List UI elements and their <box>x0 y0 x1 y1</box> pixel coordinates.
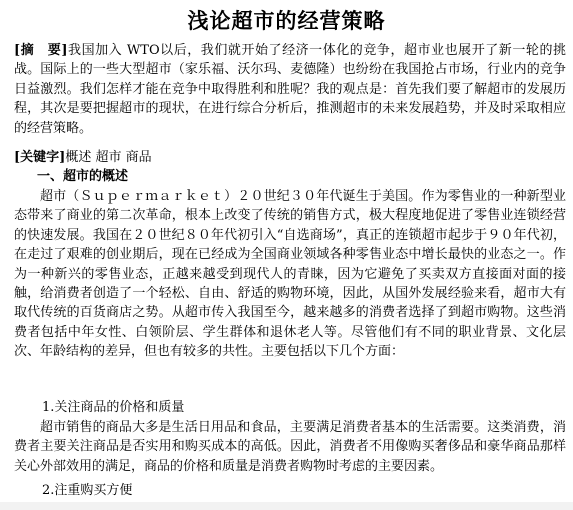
subheading-convenience: 2.注重购买方便 <box>42 483 133 498</box>
subheading-price-quality: 1.关注商品的价格和质量 <box>42 400 185 415</box>
price-quality-paragraph: 超市销售的商品大多是生活日用品和食品，主要满足消费者基本的生活需要。这类消费，消费者主要关注商品是否实用和购买成本的高低。因此，消费者不用像购买奢侈品和豪华商品那样关心外部效用的满足，商品的价格和质量是消费者购物时考虑的主要因素。 <box>14 420 566 474</box>
page-bottom-band <box>0 502 573 510</box>
overview-paragraph: 超市（Ｓｕｐｅｒｍａｒｋｅｔ）２０世纪３０年代诞生于美国。作为零售业的一种新型业态带来了商业的第二次革命，根本上改变了传统的销售方式，极大程度地促进了零售业连锁经营的快速发展。我国在２０世纪８０年代初引入“自选商场”，真正的连锁超市起步于９０年代初，在走过了艰难的创业期后，现在已经成为全国商业领域各种零售业态中增长最快的业态之一。作为一种新兴的零售业态，正越来越受到现代人的青睐，因为它避免了买卖双方直接面对面的接触，给消费者创造了一个轻松、自由、舒适的购物环境，因此，从国外发展经验来看，超市大有取代传统的百货商店之势。从超市传入我国至今，越来越多的消费者选择了到超市购物。这些消费者包括中年女性、白领阶层、学生群体和退休老人等。尽管他们有不同的职业背景、文化层次、年龄结构的差异，但也有较多的共性。主要包括以下几个方面： <box>14 189 566 360</box>
keywords-line <box>14 148 566 167</box>
section-heading-overview: 一、超市的概述 <box>37 169 129 184</box>
keywords-text: 概述 超市 商品 <box>65 150 152 165</box>
abstract-paragraph <box>14 41 566 138</box>
abstract-text: 我国加入 WTO以后，我们就开始了经济一体化的竞争，超市业也展开了新一轮的挑战。国际上的一些大型超市（家乐福、沃尔玛、麦德隆）也纷纷在我国抢占市场，行业内的竞争日益激烈。我们怎样才能在竞争中取得胜利和胜呢？我的观点是：首先我们要了解超市的发展历程，其次是要把握超市的现状，在进行综合分析后，推测超市的未来发展趋势，并及时采取相应的经营策略。 <box>14 43 566 136</box>
abstract-label: [摘 要] <box>14 43 68 58</box>
keywords-label: [关键字] <box>14 150 66 165</box>
document-title: 浅论超市的经营策略 <box>187 9 386 33</box>
